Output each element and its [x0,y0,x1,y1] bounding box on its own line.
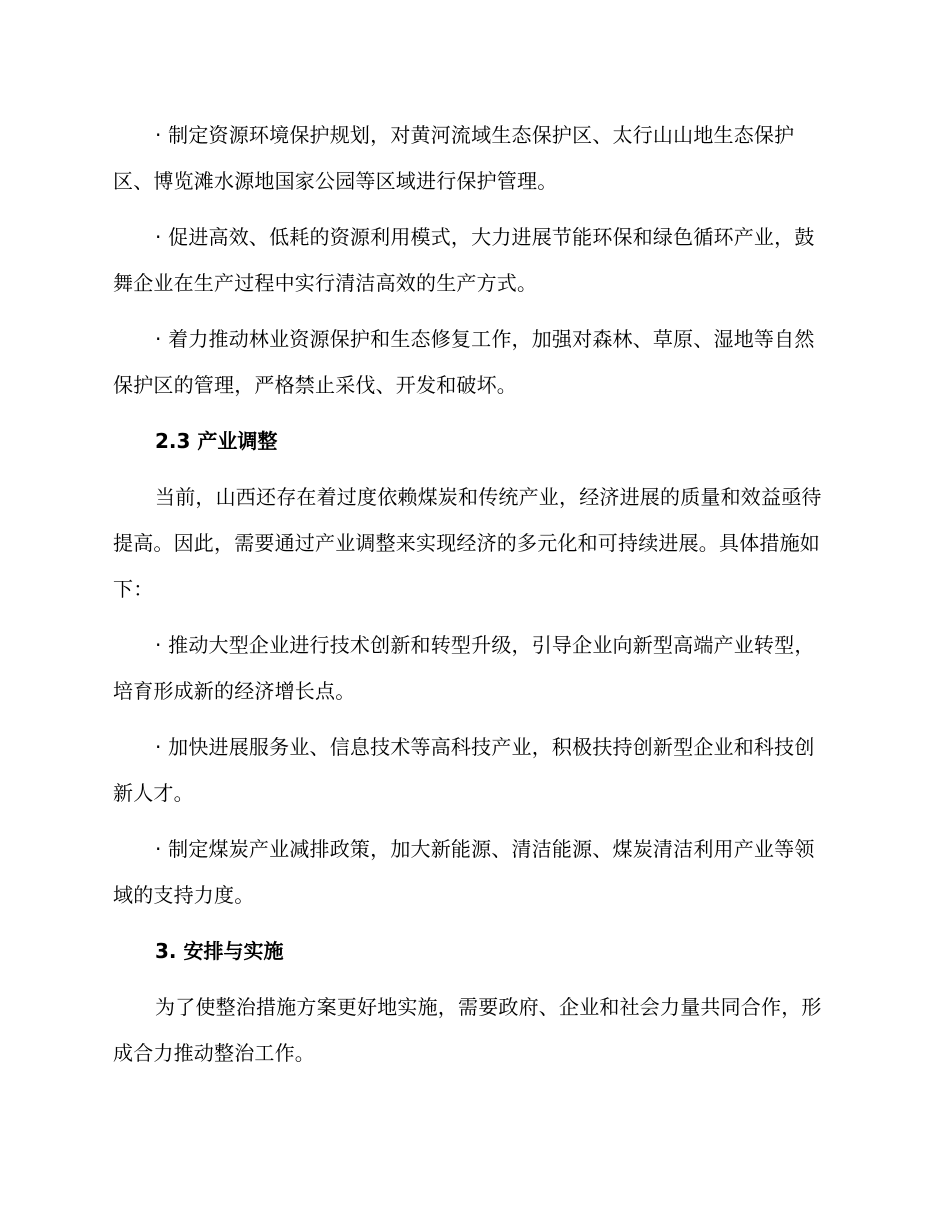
bullet-paragraph: · 着力推动林业资源保护和生态修复工作，加强对森林、草原、湿地等自然保护区的管理，严格禁止采伐、开发和破坏。 [113,327,815,397]
paragraph-gap [113,918,833,928]
paragraph-gap [113,974,833,984]
bullet-paragraph: · 制定煤炭产业减排政策，加大新能源、清洁能源、煤炭清洁利用产业等领域的支持力度。 [113,837,815,907]
paragraph-gap [113,464,833,474]
bullet-paragraph: · 促进高效、低耗的资源利用模式，大力进展节能环保和绿色循环产业，鼓舞企业在生产过程中实行清洁高效的生产方式。 [113,225,815,295]
paragraph-gap [113,204,833,214]
body-paragraph: 为了使整治措施方案更好地实施，需要政府、企业和社会力量共同合作，形成合力推动整治工作。 [113,995,822,1065]
paragraph-gap [113,408,833,418]
bullet-paragraph: · 制定资源环境保护规划，对黄河流域生态保护区、太行山山地生态保护区、博览滩水源地国家公园等区域进行保护管理。 [113,123,795,193]
paragraph-gap [113,816,833,826]
document-body [113,112,833,1076]
bullet-paragraph: · 推动大型企业进行技术创新和转型升级，引导企业向新型高端产业转型，培育形成新的经济增长点。 [113,633,815,703]
bullet-paragraph: · 加快进展服务业、信息技术等高科技产业，积极扶持创新型企业和科技创新人才。 [113,735,815,805]
paragraph-gap [113,306,833,316]
section-heading: 3. 安排与实施 [155,939,284,963]
paragraph-gap [113,612,833,622]
section-heading: 2.3 产业调整 [155,429,278,453]
body-paragraph: 当前，山西还存在着过度依赖煤炭和传统产业，经济进展的质量和效益亟待提高。因此，需要通过产业调整来实现经济的多元化和可持续进展。具体措施如下： [113,485,822,601]
paragraph-gap [113,714,833,724]
